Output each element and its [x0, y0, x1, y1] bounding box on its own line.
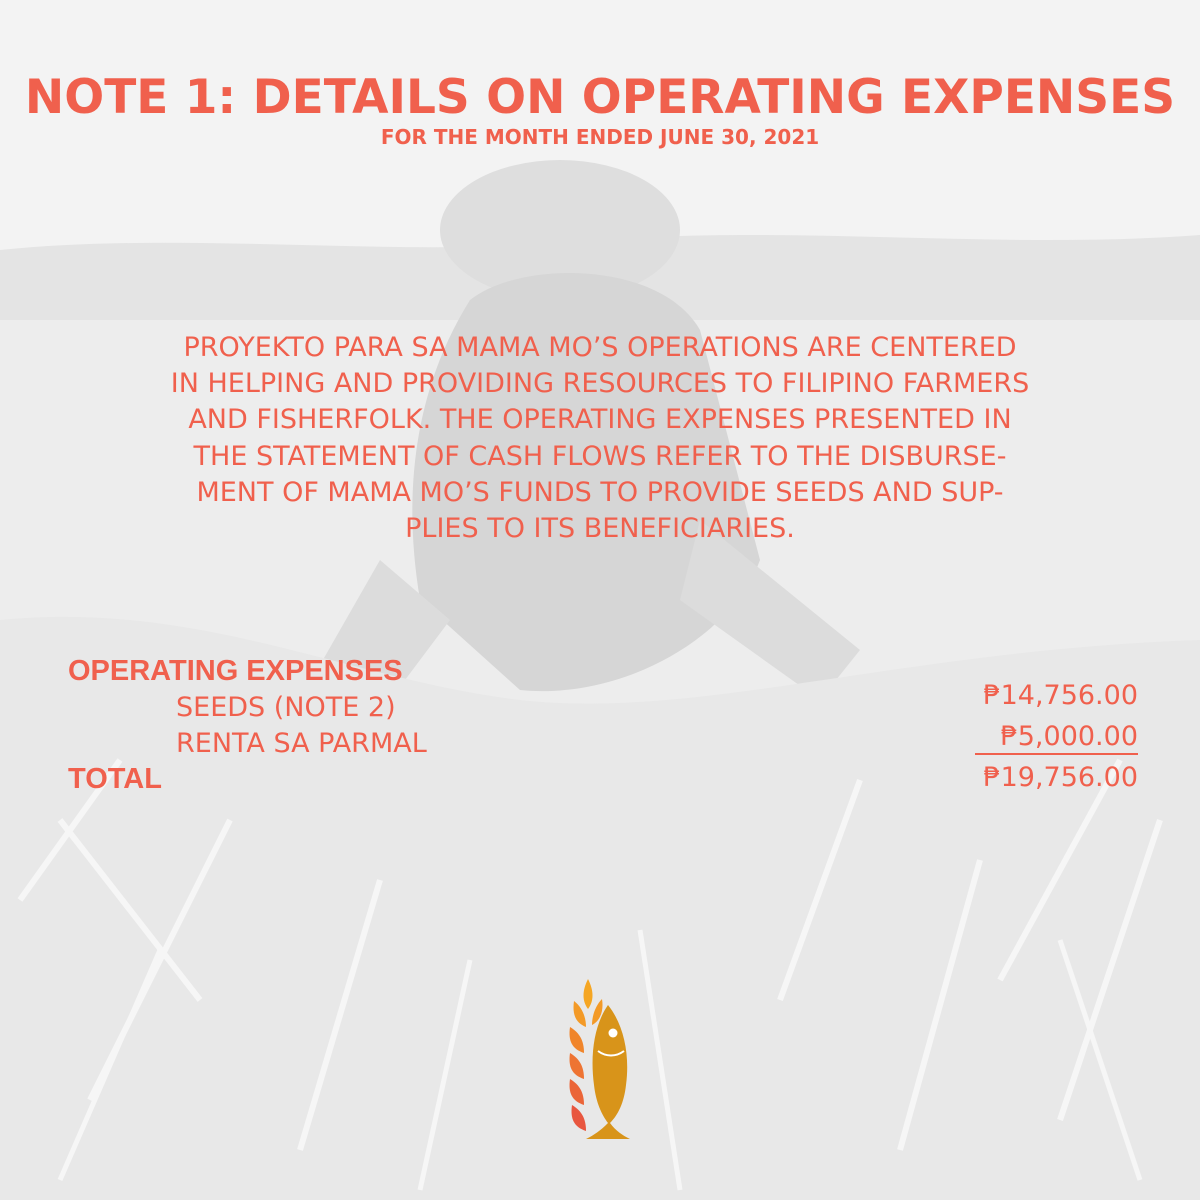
- wheat-tip: [584, 979, 593, 1009]
- wheat-fish-logo-icon: [550, 975, 650, 1145]
- expense-label-renta: RENTA SA PARMAL: [176, 728, 427, 759]
- expense-amount-seeds: ₱14,756.00: [983, 680, 1138, 711]
- page-subtitle: FOR THE MONTH ENDED JUNE 30, 2021: [380, 125, 820, 149]
- paragraph-line: PROYEKTO PARA SA MAMA MO’S OPERATIONS ARE CENTERED: [183, 332, 1017, 363]
- page-title: NOTE 1: DETAILS ON OPERATING EXPENSES: [24, 70, 1176, 125]
- expense-label-seeds: SEEDS (NOTE 2): [176, 692, 396, 723]
- fish-body: [586, 1005, 630, 1139]
- total-label: TOTAL: [68, 763, 162, 795]
- expense-amount-renta: ₱5,000.00: [975, 721, 1138, 755]
- paragraph-line: IN HELPING AND PROVIDING RESOURCES TO FILIPINO FARMERS: [170, 368, 1030, 400]
- description-paragraph: [95, 330, 1105, 547]
- operating-expenses-heading: OPERATING EXPENSES: [68, 655, 403, 687]
- total-amount: ₱19,756.00: [983, 762, 1138, 793]
- paragraph-line: PLIES TO ITS BENEFICIARIES.: [405, 513, 795, 545]
- paragraph-line: AND FISHERFOLK. THE OPERATING EXPENSES PRESENTED IN: [188, 404, 1012, 436]
- paragraph-line: THE STATEMENT OF CASH FLOWS REFER TO THE DISBURSE-: [193, 440, 1007, 472]
- paragraph-line: MENT OF MAMA MO’S FUNDS TO PROVIDE SEEDS AND SUP-: [196, 476, 1004, 508]
